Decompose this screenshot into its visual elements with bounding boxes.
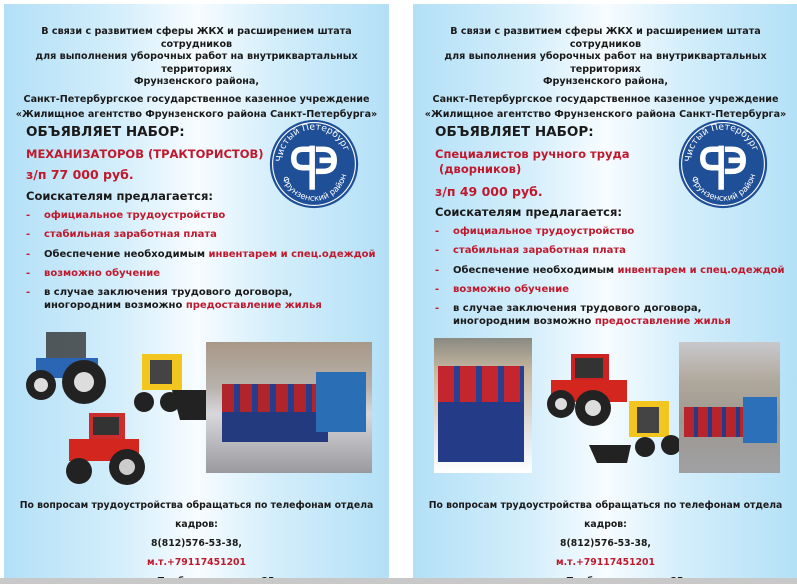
organization-title: «Жилищное агентство Фрунзенского района Санкт-Петербурга» (424, 109, 787, 120)
offer-title: Соискателям предлагается: (435, 205, 622, 219)
intro-text: В связи с развитием сферы ЖКХ и расширением штата сотрудников для выполнения уборочных работ на внутриквартальных территориях Фрунзенского района, Санкт-Петербургское государственное казенное учреждение «Жилищное агентство Фрунзенского района Санкт-Петербурга» (4, 26, 389, 122)
organization-name: Санкт-Петербургское государственное казенное учреждение (432, 93, 779, 105)
benefit-item: - стабильная заработная плата (435, 245, 626, 257)
red-tractor-photo (59, 409, 154, 489)
contact-footer: По вопросам трудоустройства обращаться по телефонам отдела кадров: 8(812)576-53-38, м.т.+79117451201 (413, 496, 797, 584)
workers-group-photo (206, 342, 372, 473)
mobile-number: м.т.+79117451201 (556, 557, 655, 568)
poster-tractor-drivers (4, 4, 389, 578)
benefit-item: - в случае заключения трудового договора, иногородним возможно предоставление жилья (26, 287, 322, 312)
contact-footer: По вопросам трудоустройства обращаться по телефонам отдела кадров: 8(812)576-53-38, м.т.+79117451201 (4, 496, 389, 584)
benefit-item: - в случае заключения трудового договора, иногородним возможно предоставление жилья (435, 303, 731, 328)
benefits-list (26, 209, 376, 318)
svg-text:Чистый Петербург: Чистый Петербург (274, 121, 352, 163)
salary: з/п 49 000 руб. (435, 184, 543, 199)
chisty-peterburg-logo-icon (677, 118, 769, 210)
benefit-item: - официальное трудоустройство (435, 226, 635, 237)
offer-title: Соискателям предлагается: (26, 189, 213, 203)
intro-text: В связи с развитием сферы ЖКХ и расширением штата сотрудников для выполнения уборочных работ на внутриквартальных территориях Фрунзенского района, Санкт-Петербургское государственное казенное учреждение «Жилищное агентство Фрунзенского района Санкт-Петербурга» (413, 26, 797, 122)
phone-number: 8(812)576-53-38, (560, 538, 651, 549)
svg-text:Фрунзенский район: Фрунзенский район (689, 172, 758, 203)
poster-janitors (413, 4, 797, 578)
benefit-item: - официальное трудоустройство (26, 210, 226, 221)
chisty-peterburg-logo-icon (268, 118, 360, 210)
phone-number: 8(812)576-53-38, (151, 538, 242, 549)
position-title: МЕХАНИЗАТОРОВ (ТРАКТОРИСТОВ) (26, 147, 264, 161)
blue-tractor-photo (16, 330, 116, 410)
heading: ОБЪЯВЛЯЕТ НАБОР: (435, 124, 594, 140)
benefit-item: - стабильная заработная плата (26, 229, 217, 241)
position-title: Специалистов ручного труда (дворников) (435, 147, 630, 176)
benefit-item: - возможно обучение (26, 267, 160, 279)
organization-title: «Жилищное агентство Фрунзенского района Санкт-Петербурга» (15, 109, 378, 120)
benefit-item: - возможно обучение (435, 283, 569, 295)
bottom-divider (0, 578, 797, 584)
svg-text:Чистый Петербург: Чистый Петербург (683, 121, 761, 163)
workers-with-machine-photo (679, 342, 780, 473)
benefit-item: - Обеспечение необходимым инвентарем и спец.одеждой (26, 248, 376, 260)
mobile-number: м.т.+79117451201 (147, 557, 246, 568)
svg-text:Фрунзенский район: Фрунзенский район (280, 172, 349, 203)
workers-in-snow-photo (434, 338, 532, 473)
yellow-loader-photo (589, 399, 685, 469)
salary: з/п 77 000 руб. (26, 167, 134, 182)
benefits-list (435, 225, 785, 334)
organization-name: Санкт-Петербургское государственное казенное учреждение (23, 93, 370, 105)
heading: ОБЪЯВЛЯЕТ НАБОР: (26, 124, 185, 140)
benefit-item: - Обеспечение необходимым инвентарем и спец.одеждой (435, 264, 785, 276)
